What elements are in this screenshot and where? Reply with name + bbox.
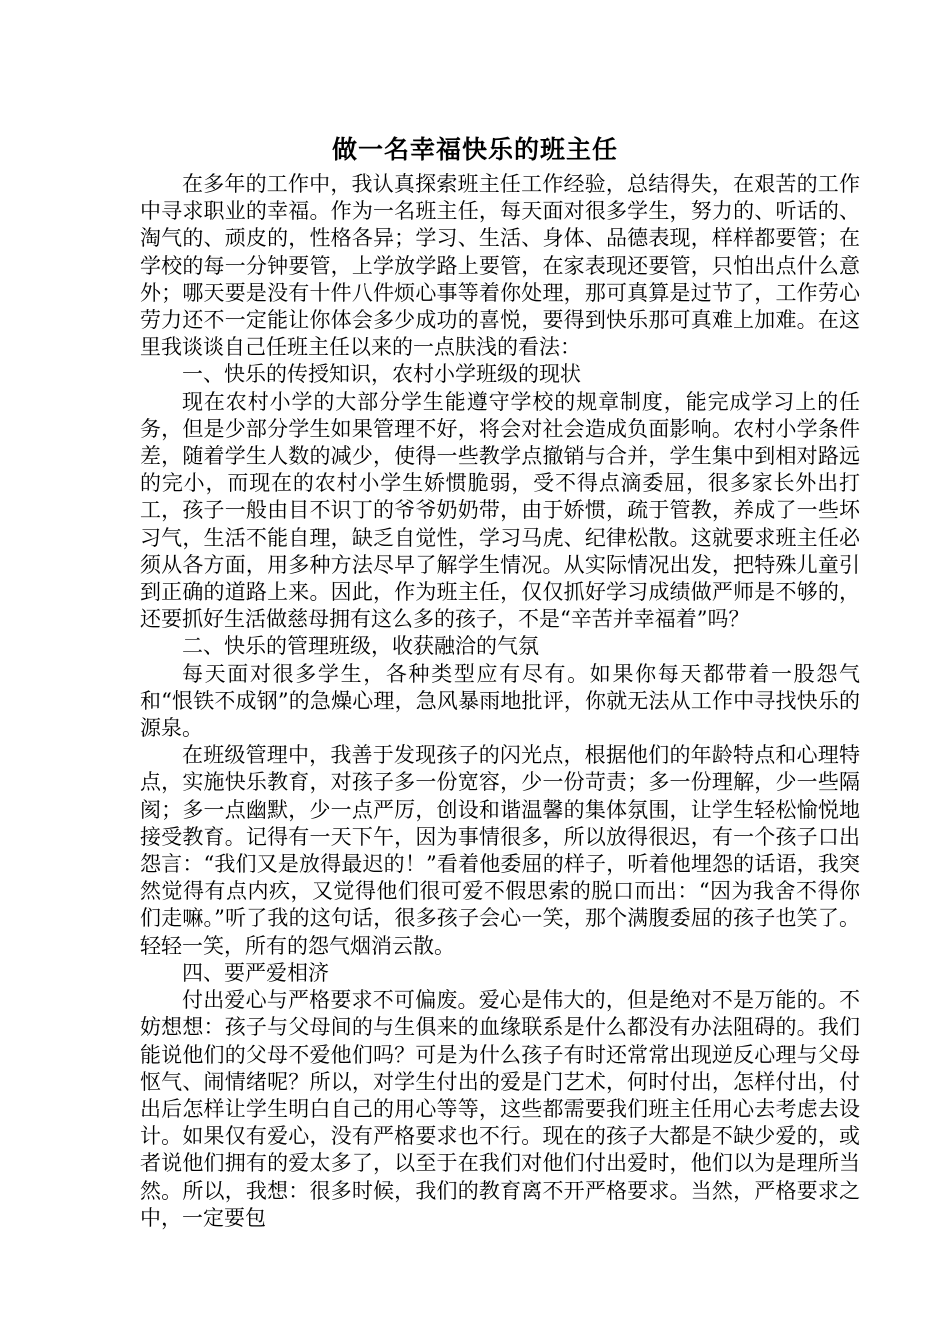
section-heading-4: 四、要严爱相济 [182,960,329,985]
paragraph-strict-love: 付出爱心与严格要求不可偏废。爱心是伟大的，但是绝对不是万能的。不妨想想：孩子与父母间的与生俱来的血缘联系是什么都没有办法阻碍的。我们能说他们的父母不爱他们吗？可是为什么孩子有时还常常出现逆反心理与父母怄气、闹情绪呢？所以，对学生付出的爱是门艺术，何时付出，怎样付出，付出后怎样让学生明白自己的用心等等，这些都需要我们班主任用心去考虑去设计。如果仅有爱心，没有严格要求也不行。现在的孩子大都是不缺少爱的，或者说他们拥有的爱太多了，以至于在我们对他们付出爱时，他们以为是理所当然。所以，我想：很多时候，我们的教育离不开严格要求。当然，严格要求之中，一定要包 [140,988,860,1230]
paragraph-class-management: 在班级管理中，我善于发现孩子的闪光点，根据他们的年龄特点和心理特点，实施快乐教育，对孩子多一份宽容，少一份苛责；多一份理解，少一些隔阂；多一点幽默，少一点严厉，创设和谐温馨的集体氛围，让学生轻松愉悦地接受教育。记得有一天下午，因为事情很多，所以放得很迟，有一个孩子口出怨言：“我们又是放得最迟的！”看着他委屈的样子，听着他埋怨的话语，我突然觉得有点内疚，又觉得他们很可爱不假思索的脱口而出：“因为我舍不得你们走嘛。”听了我的这句话，很多孩子会心一笑，那个满腹委屈的孩子也笑了。轻轻一笑，所有的怨气烟消云散。 [140,743,860,958]
paragraph-daily-students: 每天面对很多学生，各种类型应有尽有。如果你每天都带着一股怨气和“恨铁不成钢”的急燥心理，急风暴雨地批评，你就无法从工作中寻找快乐的源泉。 [140,661,860,741]
page-title: 做一名幸福快乐的班主任 [331,135,618,164]
document-body [140,171,860,1232]
section-heading-1: 一、快乐的传授知识，农村小学班级的现状 [182,362,581,387]
section-heading-2: 二、快乐的管理班级，收获融洽的气氛 [182,634,539,659]
paragraph-intro: 在多年的工作中，我认真探索班主任工作经验，总结得失，在艰苦的工作中寻求职业的幸福。作为一名班主任，每天面对很多学生，努力的、听话的、淘气的、顽皮的，性格各异；学习、生活、身体、品德表现，样样都要管；在学校的每一分钟要管，上学放学路上要管，在家表现还要管，只怕出点什么意外；哪天要是没有十件八件烦心事等着你处理，那可真算是过节了，工作劳心劳力还不一定能让你体会多少成功的喜悦，要得到快乐那可真难上加难。在这里我谈谈自己任班主任以来的一点肤浅的看法： [140,172,860,360]
paragraph-rural-status: 现在农村小学的大部分学生能遵守学校的规章制度，能完成学习上的任务，但是少部分学生如果管理不好，将会对社会造成负面影响。农村小学条件差，随着学生人数的减少，使得一些教学点撤销与合并，学生集中到相对路远的完小，而现在的农村小学生娇惯脆弱，受不得点滴委屈，很多家长外出打工，孩子一般由目不识丁的爷爷奶奶带，由于娇惯，疏于管教，养成了一些坏习气，生活不能自理，缺乏自觉性，学习马虎、纪律松散。这就要求班主任必须从各方面，用多种方法尽早了解学生情况。从实际情况出发，把特殊儿童引到正确的道路上来。因此，作为班主任，仅仅抓好学习成绩做严师是不够的，还要抓好生活做慈母拥有这么多的孩子，不是“辛苦并幸福着”吗？ [140,389,860,632]
